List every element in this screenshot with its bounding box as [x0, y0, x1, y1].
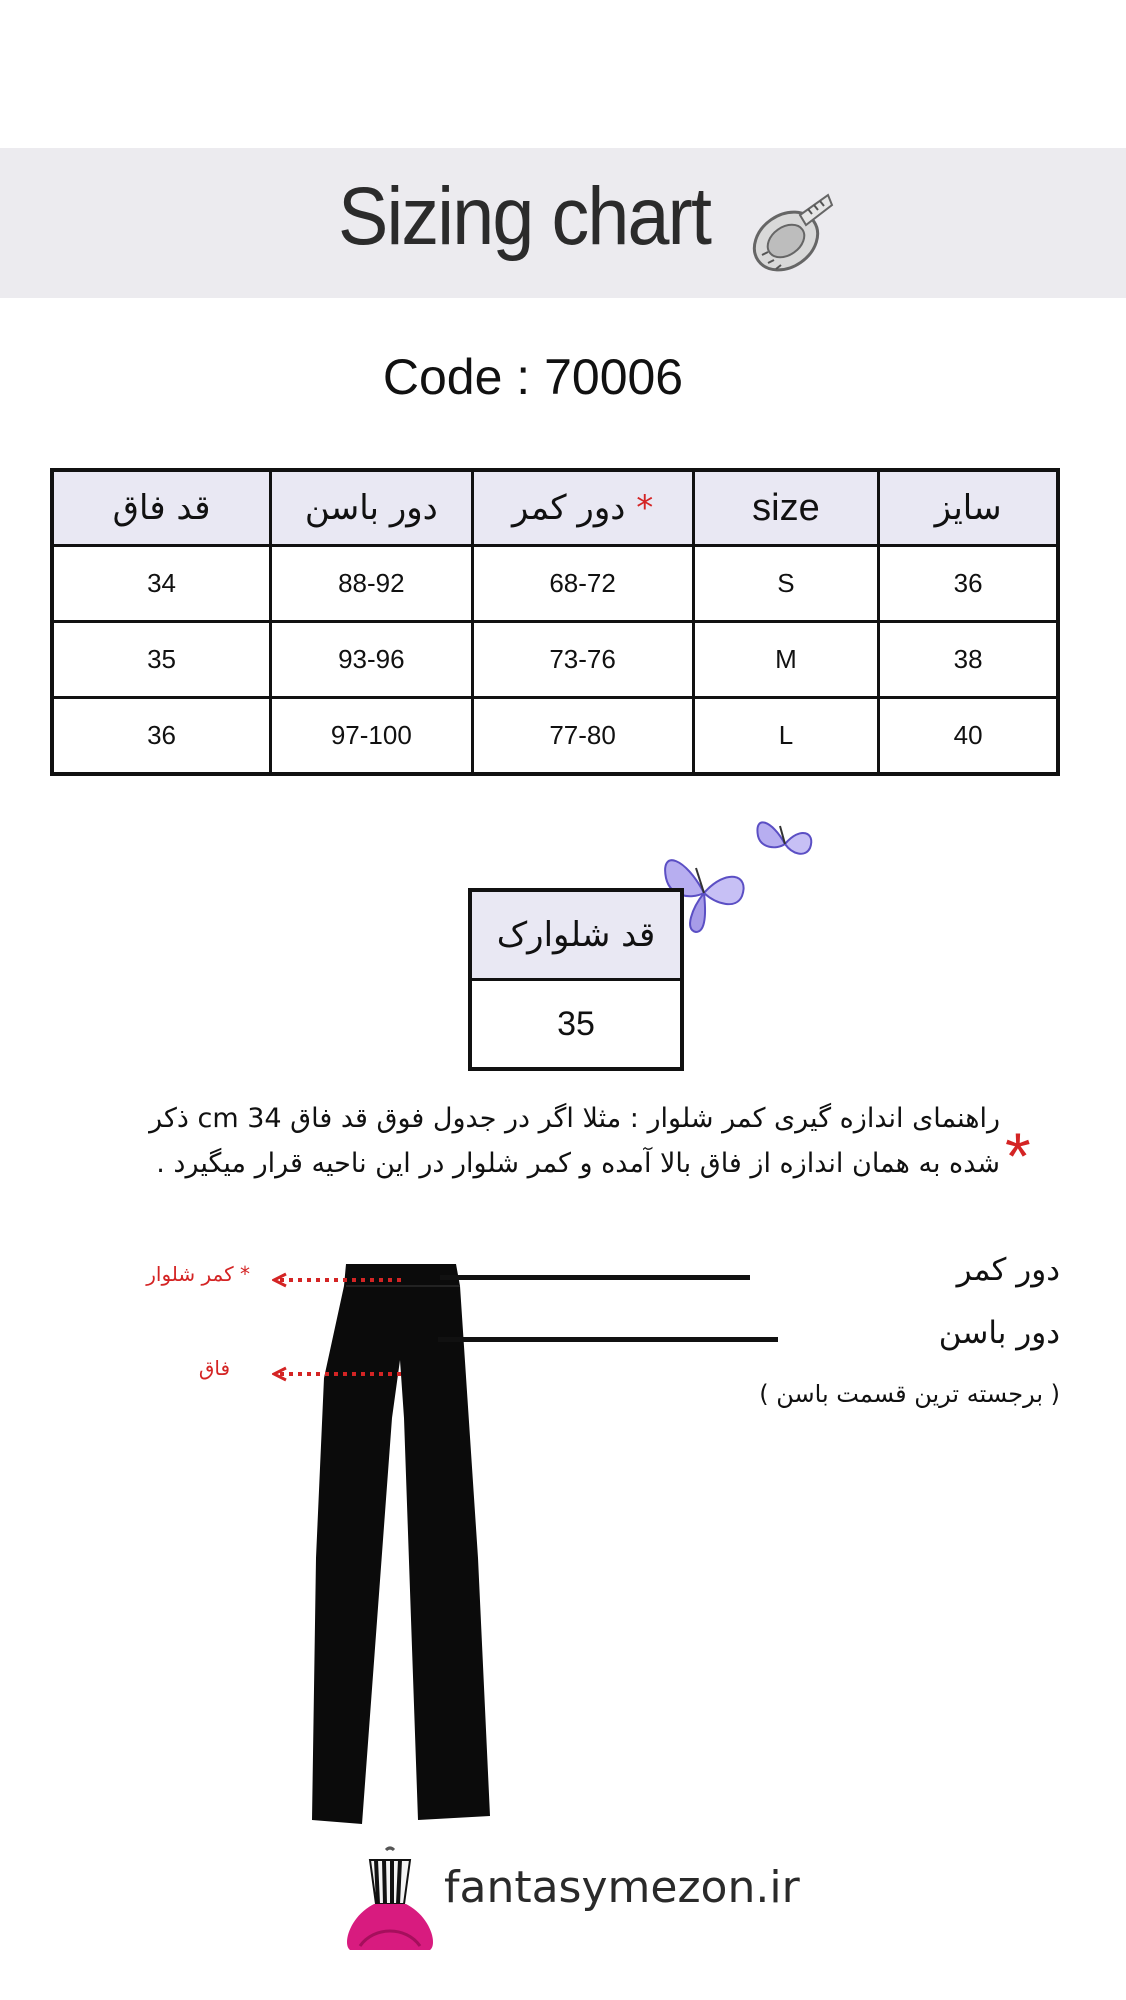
table-cell: L	[693, 698, 879, 775]
site-name[interactable]: fantasymezon.ir	[444, 1862, 800, 1913]
note-line-2: شده به همان اندازه از فاق بالا آمده و کمر شلوار در این ناحیه قرار میگیرد .	[156, 1148, 1000, 1179]
measurement-note	[80, 1096, 1000, 1186]
shorts-length-value: 35	[470, 980, 682, 1070]
table-cell: 40	[879, 698, 1058, 775]
table-row	[52, 622, 1058, 698]
table-cell: 73-76	[472, 622, 693, 698]
table-cell: 36	[879, 546, 1058, 622]
table-cell: S	[693, 546, 879, 622]
table-cell: 34	[52, 546, 271, 622]
table-cell: 97-100	[271, 698, 473, 775]
table-cell: 36	[52, 698, 271, 775]
waist-pointer	[272, 1270, 404, 1290]
butterfly-icon	[750, 806, 820, 876]
waist-star: *	[636, 488, 654, 528]
note-line-1: راهنمای اندازه گیری کمر شلوار : مثلا اگر در جدول فوق قد فاق 34 cm ذکر	[149, 1103, 1000, 1134]
hip-note: ( برجسته ترین قسمت باسن )	[759, 1380, 1060, 1408]
table-row	[52, 698, 1058, 775]
header-size-fa: سایز	[879, 470, 1058, 546]
note-star: *	[1005, 1119, 1031, 1193]
dress-logo-icon	[340, 1846, 440, 1954]
page-title: Sizing chart	[338, 171, 711, 262]
header-waist-label: دور کمر	[512, 488, 626, 528]
table-cell: 77-80	[472, 698, 693, 775]
size-table-header-row	[52, 470, 1058, 546]
tape-measure-icon	[742, 185, 838, 281]
header-size: size	[693, 470, 879, 546]
table-cell: M	[693, 622, 879, 698]
header-crotch: قد فاق	[52, 470, 271, 546]
table-cell: 93-96	[271, 622, 473, 698]
table-cell: 35	[52, 622, 271, 698]
waist-line	[440, 1275, 750, 1280]
hip-label: دور باسن	[938, 1315, 1060, 1351]
hip-line	[438, 1337, 778, 1342]
table-cell: 88-92	[271, 546, 473, 622]
header-waist	[472, 470, 693, 546]
table-cell: 68-72	[472, 546, 693, 622]
table-cell: 38	[879, 622, 1058, 698]
waist-label: دور کمر	[956, 1252, 1060, 1288]
table-row	[52, 546, 1058, 622]
header-hip: دور باسن	[271, 470, 473, 546]
trousers-illustration	[300, 1258, 510, 1828]
red-waist-label: * کمر شلوار	[146, 1262, 250, 1286]
shorts-length-table	[468, 888, 684, 1071]
crotch-pointer	[272, 1364, 404, 1384]
red-crotch-label: فاق	[198, 1356, 230, 1380]
shorts-length-header: قد شلوارک	[470, 890, 682, 980]
size-table	[50, 468, 1060, 776]
product-code: Code : 70006	[382, 349, 684, 405]
